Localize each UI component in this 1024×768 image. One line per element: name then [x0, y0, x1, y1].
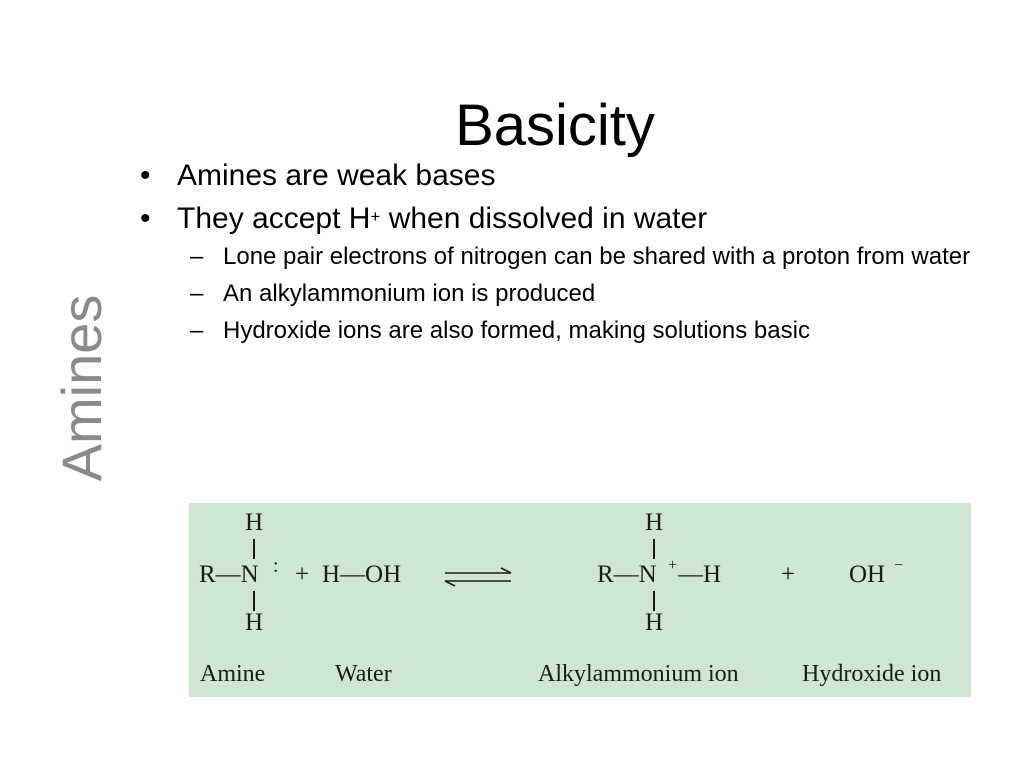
- amine-top-bond: [253, 539, 255, 559]
- sub-bullet-marker: –: [190, 317, 204, 344]
- caption-alkylammonium: Alkylammonium ion: [538, 661, 739, 687]
- sub-bullet-text: Hydroxide ions are also formed, making solutions basic: [223, 317, 810, 344]
- sub-bullet-marker: –: [190, 243, 204, 270]
- lone-pair: :: [273, 555, 279, 577]
- ion-top-h: H: [645, 509, 664, 536]
- caption-hydroxide: Hydroxide ion: [802, 661, 942, 687]
- sub-bullet-text: Lone pair electrons of nitrogen can be shared with a proton from water: [223, 243, 971, 270]
- bullet-text-part: when dissolved in water: [380, 202, 708, 235]
- bullet-text-part: They accept H: [177, 202, 371, 235]
- caption-water: Water: [335, 661, 392, 687]
- amine-formula: R—N: [199, 561, 259, 588]
- bullet-marker: •: [140, 202, 151, 235]
- sub-bullet-item: [190, 279, 990, 309]
- slide-title: Basicity: [455, 92, 655, 158]
- equilibrium-arrows-icon: [441, 565, 515, 589]
- plus-sign: +: [295, 561, 310, 588]
- water-formula: H—OH: [322, 561, 402, 588]
- amine-top-h: H: [245, 509, 264, 536]
- bullet-marker: •: [140, 159, 151, 192]
- superscript-plus: +: [370, 207, 381, 226]
- ion-bottom-h: H: [645, 609, 664, 636]
- amine-bottom-bond: [253, 591, 255, 611]
- ion-formula-left: R—N: [597, 561, 657, 588]
- ion-top-bond: [653, 539, 655, 559]
- ion-formula-right: —H: [678, 561, 722, 588]
- bullet-item: [140, 199, 990, 239]
- sub-bullet-text: An alkylammonium ion is produced: [223, 280, 596, 307]
- bullet-list: [140, 156, 990, 353]
- amine-bottom-h: H: [245, 609, 264, 636]
- bullet-text: Amines are weak bases: [177, 159, 496, 192]
- ion-charge: +: [668, 557, 678, 574]
- ion-bottom-bond: [653, 591, 655, 611]
- sub-bullet-marker: –: [190, 280, 204, 307]
- side-label: Amines: [50, 294, 113, 482]
- sub-bullet-item: [190, 316, 990, 346]
- hydroxide-charge: −: [894, 557, 904, 574]
- sub-bullet-item: [190, 242, 990, 272]
- caption-amine: Amine: [200, 661, 266, 687]
- plus-sign: +: [781, 561, 796, 588]
- reaction-diagram: [189, 503, 971, 697]
- hydroxide-formula: OH: [849, 561, 886, 588]
- bullet-item: [140, 156, 990, 196]
